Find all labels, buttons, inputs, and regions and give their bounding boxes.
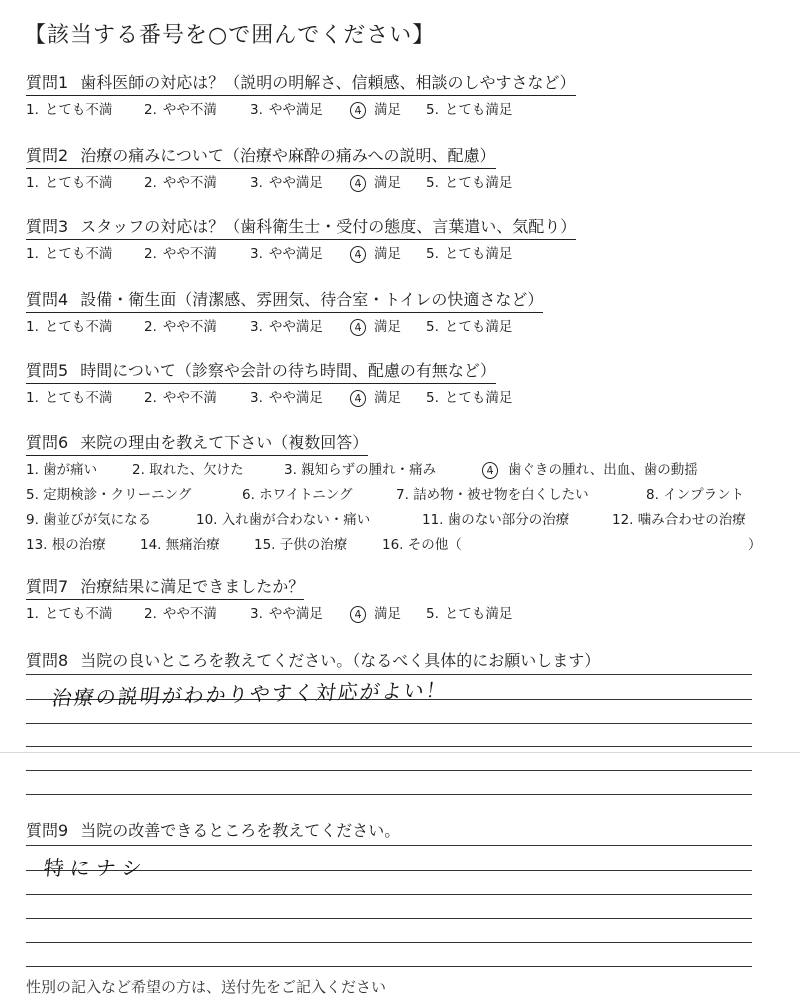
option-5[interactable]: 5. とても満足 [426, 246, 513, 262]
option-4-selected[interactable] [352, 315, 401, 336]
option-3[interactable]: 3. 親知らずの腫れ・痛み [284, 462, 437, 478]
option-9[interactable]: 9. 歯並びが気になる [26, 512, 152, 528]
answer-line [26, 894, 752, 895]
option-label: 満足 [374, 175, 401, 191]
question-text: 当院の良いところを教えてください。（なるべく具体的にお願いします） [80, 651, 601, 670]
option-label: とても満足 [444, 390, 513, 406]
answer-line [26, 845, 752, 846]
question-text: 時間について（診察や会計の待ち時間、配慮の有無など） [80, 361, 496, 380]
question-7-heading [26, 574, 304, 600]
option-3[interactable]: 3. やや満足 [250, 102, 323, 118]
option-4-selected[interactable] [352, 242, 401, 263]
option-label: とても不満 [44, 319, 113, 335]
option-label: 歯ぐきの腫れ、出血、歯の動揺 [508, 462, 698, 478]
option-1[interactable]: 1. とても不満 [26, 319, 113, 335]
question-text: 当院の改善できるところを教えてください。 [80, 821, 401, 840]
option-4-selected[interactable] [352, 602, 401, 623]
option-14[interactable]: 14. 無痛治療 [140, 537, 220, 553]
handwritten-answer-improvements[interactable]: 特にナシ [42, 856, 149, 880]
option-1[interactable]: 1. とても不満 [26, 390, 113, 406]
option-5[interactable]: 5. とても満足 [426, 175, 513, 191]
option-label: 満足 [374, 390, 401, 406]
option-2[interactable]: 2. やや不満 [144, 319, 217, 335]
option-5[interactable]: 5. とても満足 [426, 102, 513, 118]
option-label: やや満足 [268, 319, 323, 335]
option-label: やや満足 [268, 102, 323, 118]
option-12[interactable]: 12. 噛み合わせの治療 [612, 512, 746, 528]
option-2[interactable]: 2. 取れた、欠けた [132, 462, 244, 478]
circled-number: 4 [349, 174, 367, 193]
circled-number: 4 [349, 389, 367, 408]
option-1[interactable]: 1. とても不満 [26, 606, 113, 622]
question-text: 設備・衛生面（清潔感、雰囲気、待合室・トイレの快適さなど） [80, 290, 544, 309]
option-1[interactable]: 1. とても不満 [26, 175, 113, 191]
question-text: 来院の理由を教えて下さい（複数回答） [80, 433, 369, 452]
option-3[interactable]: 3. やや満足 [250, 606, 323, 622]
option-5[interactable]: 5. とても満足 [426, 606, 513, 622]
footer-cutoff-text: 性別の記入など希望の方は、送付先をご記入ください [26, 978, 387, 996]
question-5-heading [26, 358, 496, 384]
question-number: 質問6 [26, 433, 69, 452]
circled-number: 4 [349, 318, 367, 337]
option-4-selected[interactable] [352, 171, 401, 192]
option-label: やや満足 [268, 175, 323, 191]
question-number: 質問4 [26, 290, 69, 309]
question-text: 歯科医師の対応は？（説明の明解さ、信頼感、相談のしやすさなど） [80, 73, 576, 92]
question-number: 質問9 [26, 821, 69, 840]
option-5[interactable]: 5. 定期検診・クリーニング [26, 487, 192, 503]
question-6-heading [26, 430, 368, 456]
option-16[interactable]: 16. その他（ [382, 537, 462, 553]
option-label: とても満足 [444, 102, 513, 118]
question-4-heading [26, 287, 543, 313]
option-label: とても不満 [44, 606, 113, 622]
option-1[interactable]: 1. とても不満 [26, 102, 113, 118]
option-label: とても満足 [444, 246, 513, 262]
question-3-heading [26, 214, 576, 240]
circled-number: 4 [349, 101, 367, 120]
option-11[interactable]: 11. 歯のない部分の治療 [422, 512, 570, 528]
scan-fold-line [0, 752, 800, 753]
option-label: 満足 [374, 102, 401, 118]
option-label: やや満足 [268, 606, 323, 622]
option-16-close-paren: ） [748, 537, 762, 553]
option-label: 満足 [374, 319, 401, 335]
option-2[interactable]: 2. やや不満 [144, 390, 217, 406]
option-3[interactable]: 3. やや満足 [250, 175, 323, 191]
option-5[interactable]: 5. とても満足 [426, 390, 513, 406]
question-text: 治療の痛みについて（治療や麻酔の痛みへの説明、配慮） [80, 146, 496, 165]
question-text: スタッフの対応は？（歯科衛生士・受付の態度、言葉遣い、気配り） [80, 217, 577, 236]
option-2[interactable]: 2. やや不満 [144, 102, 217, 118]
option-4-selected[interactable] [352, 98, 401, 119]
option-label: とても満足 [444, 319, 513, 335]
option-4-selected[interactable] [482, 458, 698, 479]
answer-line [26, 794, 752, 795]
option-label: やや満足 [268, 390, 323, 406]
option-6[interactable]: 6. ホワイトニング [242, 487, 353, 503]
option-label: やや不満 [162, 175, 217, 191]
option-label: とても不満 [44, 390, 113, 406]
question-2-heading [26, 143, 496, 169]
option-label: やや不満 [162, 102, 217, 118]
question-9-heading [26, 818, 400, 841]
handwritten-answer-good-points[interactable]: 治療の説明がわかりやすく対応がよい！ [50, 677, 450, 711]
answer-line [26, 746, 752, 747]
option-2[interactable]: 2. やや不満 [144, 175, 217, 191]
option-label: やや不満 [162, 246, 217, 262]
circled-number: 4 [481, 461, 499, 480]
option-3[interactable]: 3. やや満足 [250, 390, 323, 406]
option-label: やや満足 [268, 246, 323, 262]
option-15[interactable]: 15. 子供の治療 [254, 537, 348, 553]
option-label: とても不満 [44, 175, 113, 191]
question-number: 質問2 [26, 146, 69, 165]
option-label: 満足 [374, 606, 401, 622]
answer-line [26, 723, 752, 724]
question-1-heading [26, 70, 576, 96]
question-number: 質問8 [26, 651, 69, 670]
option-5[interactable]: 5. とても満足 [426, 319, 513, 335]
option-label: 満足 [374, 246, 401, 262]
question-number: 質問3 [26, 217, 69, 236]
answer-line [26, 918, 752, 919]
option-3[interactable]: 3. やや満足 [250, 319, 323, 335]
option-8[interactable]: 8. インプラント [646, 487, 745, 503]
option-label: とても満足 [444, 175, 513, 191]
circled-number: 4 [349, 605, 367, 624]
question-number: 質問1 [26, 73, 69, 92]
option-label: やや不満 [162, 606, 217, 622]
option-10[interactable]: 10. 入れ歯が合わない・痛い [196, 512, 371, 528]
answer-line [26, 942, 752, 943]
answer-line [26, 966, 752, 967]
option-13[interactable]: 13. 根の治療 [26, 537, 106, 553]
option-2[interactable]: 2. やや不満 [144, 246, 217, 262]
option-label: とても不満 [44, 102, 113, 118]
option-3[interactable]: 3. やや満足 [250, 246, 323, 262]
option-4-selected[interactable] [352, 386, 401, 407]
page-title: 【該当する番号を○で囲んでください】 [24, 23, 436, 48]
question-text: 治療結果に満足できましたか？ [80, 577, 305, 596]
option-label: やや不満 [162, 390, 217, 406]
option-1[interactable]: 1. とても不満 [26, 246, 113, 262]
option-1[interactable]: 1. 歯が痛い [26, 462, 98, 478]
option-label: とても不満 [44, 246, 113, 262]
question-number: 質問5 [26, 361, 69, 380]
answer-line [26, 770, 752, 771]
question-8-heading [26, 648, 600, 671]
circled-number: 4 [349, 245, 367, 264]
option-label: やや不満 [162, 319, 217, 335]
question-number: 質問7 [26, 577, 69, 596]
option-label: とても満足 [444, 606, 513, 622]
option-7[interactable]: 7. 詰め物・被せ物を白くしたい [396, 487, 589, 503]
option-2[interactable]: 2. やや不満 [144, 606, 217, 622]
